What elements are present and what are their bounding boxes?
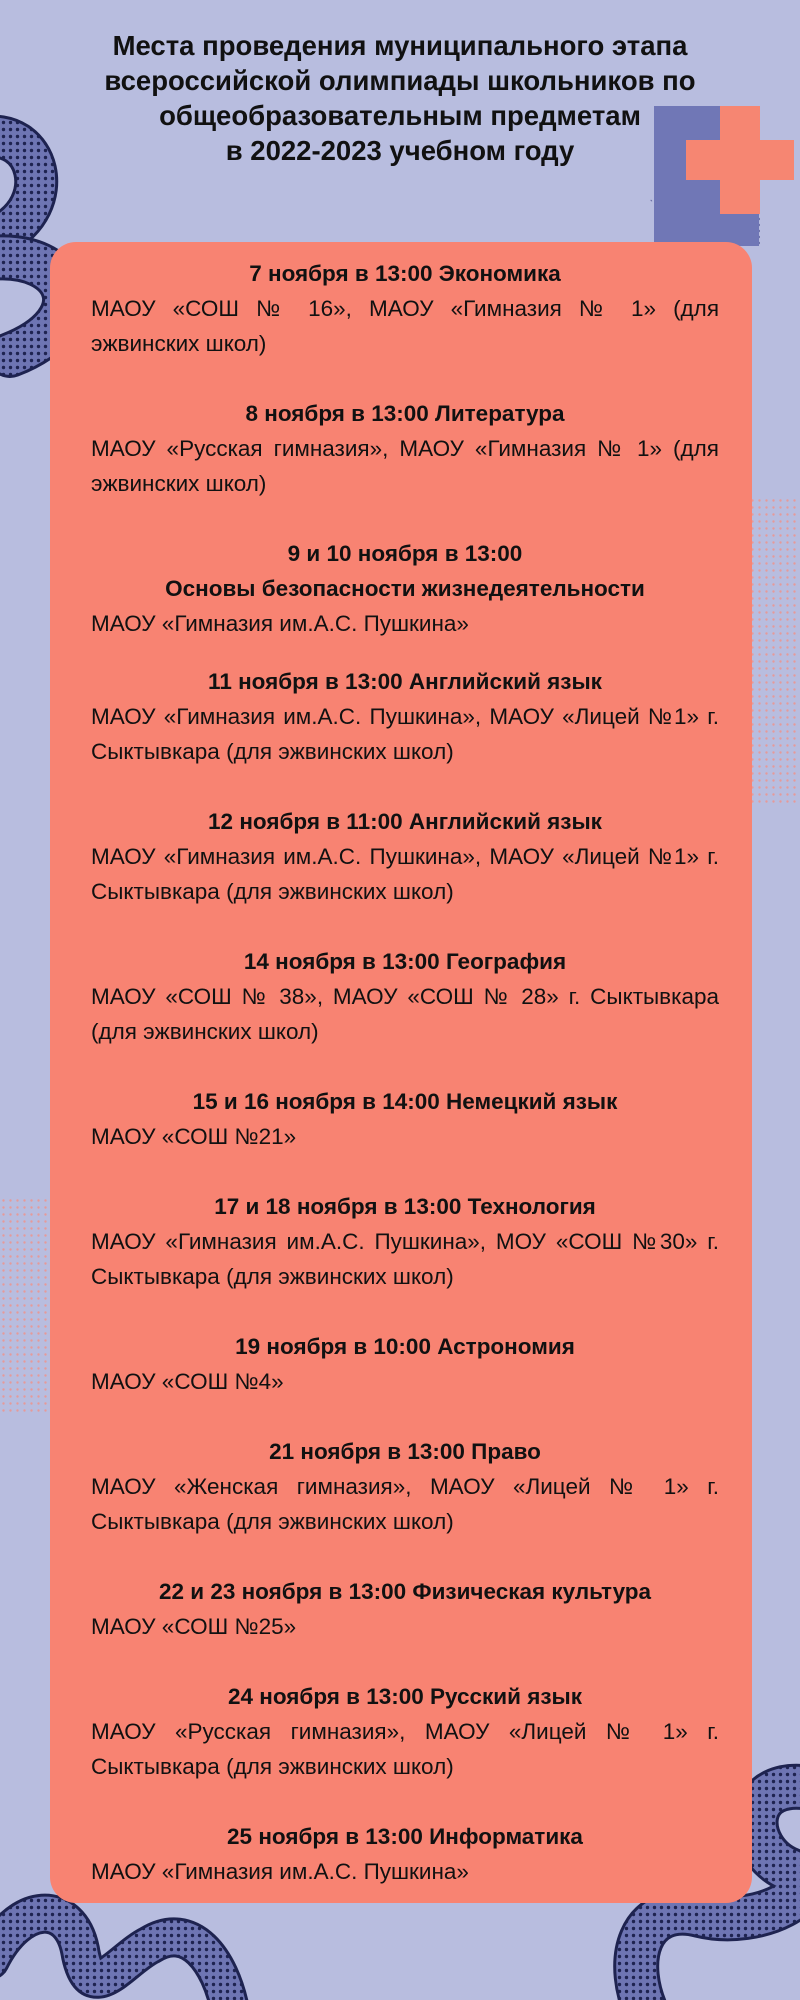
event-item-technology [91, 1189, 719, 1294]
event-heading: 9 и 10 ноября в 13:00 [287, 541, 523, 566]
title-line: Места проведения муниципального этапа [112, 30, 688, 61]
event-item-economics [91, 256, 719, 361]
event-heading: 17 и 18 ноября в 13:00 Технология [214, 1194, 596, 1219]
event-venue: МАОУ «Русская гимназия», МАОУ «Гимназия № 1» (для эжвинских школ) [91, 436, 719, 496]
event-heading: 15 и 16 ноября в 14:00 Немецкий язык [192, 1089, 618, 1114]
event-venue: МАОУ «СОШ № 16», МАОУ «Гимназия № 1» (для эжвинских школ) [91, 296, 719, 356]
event-venue: МАОУ «Гимназия им.А.С. Пушкина» [91, 611, 469, 636]
event-heading: 11 ноября в 13:00 Английский язык [208, 669, 602, 694]
title-line: в 2022-2023 учебном году [225, 135, 575, 166]
event-heading: 22 и 23 ноября в 13:00 Физическая культура [158, 1579, 652, 1604]
event-item-astronomy [91, 1329, 719, 1399]
event-venue: МАОУ «СОШ №25» [91, 1614, 297, 1639]
event-heading: 14 ноября в 13:00 География [243, 949, 567, 974]
event-item-english-1 [91, 664, 719, 769]
event-item-geography [91, 944, 719, 1049]
event-item-law [91, 1434, 719, 1539]
event-heading: 12 ноября в 11:00 Английский язык [208, 809, 602, 834]
event-venue: МАОУ «Гимназия им.А.С. Пушкина» [91, 1859, 469, 1884]
event-heading: 7 ноября в 13:00 Экономика [249, 261, 561, 286]
event-venue: МАОУ «СОШ № 38», МАОУ «СОШ № 28» г. Сыктывкара (для эжвинских школ) [91, 984, 719, 1044]
event-venue: МАОУ «Гимназия им.А.С. Пушкина», МАОУ «Лицей №1» г. Сыктывкара (для эжвинских школ) [91, 844, 719, 904]
event-heading: 21 ноября в 13:00 Право [269, 1439, 541, 1464]
event-venue: МАОУ «Женская гимназия», МАОУ «Лицей № 1» г. Сыктывкара (для эжвинских школ) [91, 1474, 719, 1534]
event-item-literature [91, 396, 719, 501]
event-item-russian [91, 1679, 719, 1784]
event-venue: МАОУ «Гимназия им.А.С. Пушкина», МАОУ «Лицей №1» г. Сыктывкара (для эжвинских школ) [91, 704, 719, 764]
event-venue: МАОУ «СОШ №4» [91, 1369, 284, 1394]
title-line: всероссийской олимпиады школьников по [104, 65, 696, 96]
event-item-english-2 [91, 804, 719, 909]
event-subject: Основы безопасности жизнедеятельности [165, 576, 645, 601]
event-item-obzh [91, 536, 719, 641]
event-item-german [91, 1084, 719, 1154]
event-venue: МАОУ «Гимназия им.А.С. Пушкина», МОУ «СОШ №30» г. Сыктывкара (для эжвинских школ) [91, 1229, 719, 1289]
event-item-informatics [91, 1819, 719, 1889]
event-item-pe [91, 1574, 719, 1644]
title-line: общеобразовательным предметам [159, 100, 641, 131]
event-venue: МАОУ «Русская гимназия», МАОУ «Лицей № 1» г. Сыктывкара (для эжвинских школ) [91, 1719, 719, 1779]
event-heading: 24 ноября в 13:00 Русский язык [227, 1684, 582, 1709]
event-heading: 25 ноября в 13:00 Информатика [227, 1824, 583, 1849]
event-heading: 8 ноября в 13:00 Литература [245, 401, 565, 426]
event-venue: МАОУ «СОШ №21» [91, 1124, 297, 1149]
event-heading: 19 ноября в 10:00 Астрономия [235, 1334, 575, 1359]
